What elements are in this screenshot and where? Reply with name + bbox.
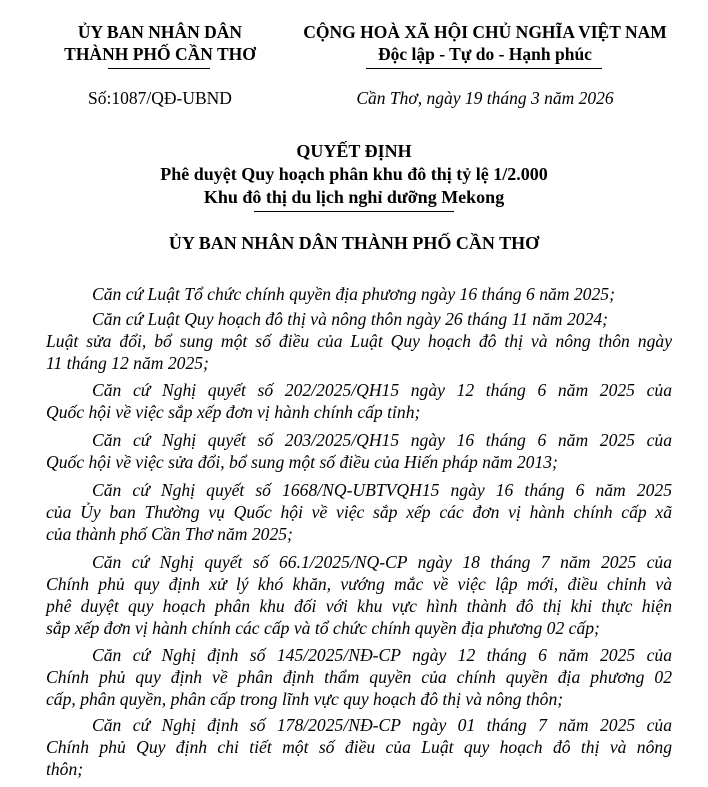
title-underline [254,211,454,212]
national-motto: Độc lập - Tự do - Hạnh phúc [378,44,592,64]
motto-underline [366,68,602,69]
document-number: Số:1087/QĐ-UBND [88,88,232,108]
paragraph-line: Căn cứ Nghị quyết số 66.1/2025/NQ-CP ngày 18 tháng 7 năm 2025 của [92,552,672,572]
paragraph-line: Chính phủ Quy định chi tiết một số điều của Luật quy hoạch đô thị và nông [46,737,672,757]
paragraph-line: Căn cứ Nghị quyết số 1668/NQ-UBTVQH15 ngày 16 tháng 6 năm 2025 [92,480,672,500]
paragraph [46,379,672,423]
paragraph-line: Quốc hội về việc sắp xếp đơn vị hành chính cấp tỉnh; [46,402,421,422]
paragraph-line: Căn cứ Nghị định số 145/2025/NĐ-CP ngày 12 tháng 6 năm 2025 của [92,645,672,665]
paragraph-line: của thành phố Cần Thơ năm 2025; [46,524,293,544]
subject-line-2: Khu đô thị du lịch nghỉ dưỡng Mekong [203,187,505,207]
paragraph [46,308,672,374]
agency-line-2: THÀNH PHỐ CẦN THƠ [64,44,256,64]
paragraph-line: Căn cứ Luật Tổ chức chính quyền địa phương ngày 16 tháng 6 năm 2025; [92,284,615,304]
paragraph [46,283,672,305]
paragraph-line: Căn cứ Nghị quyết số 203/2025/QH15 ngày 16 tháng 6 năm 2025 của [92,430,672,450]
paragraph-line: Chính phủ quy định về phân định thẩm quyền của chính quyền địa phương 02 [46,667,672,687]
paragraph-line: sắp xếp đơn vị hành chính các cấp và tổ chức chính quyền địa phương 02 cấp; [46,618,600,638]
agency-underline [108,68,210,69]
paragraph-line: Chính phủ quy định xử lý khó khăn, vướng mắc về việc lập mới, điều chỉnh và [46,574,672,594]
paragraph-line: Quốc hội về việc sửa đổi, bổ sung một số điều của Hiến pháp năm 2013; [46,452,558,472]
paragraph-line: của Ủy ban Thường vụ Quốc hội về việc sắp xếp các đơn vị hành chính cấp xã [46,502,672,522]
paragraph [46,714,672,780]
paragraph-line: Căn cứ Nghị quyết số 202/2025/QH15 ngày 12 tháng 6 năm 2025 của [92,380,672,400]
nation-title: CỘNG HOÀ XÃ HỘI CHỦ NGHĨA VIỆT NAM [303,22,667,42]
paragraph-line: Căn cứ Nghị định số 178/2025/NĐ-CP ngày 01 tháng 7 năm 2025 của [92,715,672,735]
paragraph [46,551,672,639]
paragraph [46,644,672,710]
paragraph [46,429,672,473]
paragraph-line: 11 tháng 12 năm 2025; [46,353,209,373]
agency-line-1: ỦY BAN NHÂN DÂN [77,22,243,42]
paragraph-line: thôn; [46,759,84,779]
paragraph [46,479,672,545]
document-type: QUYẾT ĐỊNH [296,141,412,161]
issuing-authority: ỦY BAN NHÂN DÂN THÀNH PHỐ CẦN THƠ [168,233,540,253]
paragraph-line: Luật sửa đổi, bổ sung một số điều của Luật Quy hoạch đô thị và nông thôn ngày [46,331,672,351]
subject-line-1: Phê duyệt Quy hoạch phân khu đô thị tỷ lệ 1/2.000 [160,164,548,184]
paragraph-line: phê duyệt quy hoạch phân khu đối với khu vực hình thành đô thị khi thực hiện [46,596,672,616]
paragraph-line: cấp, phân quyền, phân cấp trong lĩnh vực quy hoạch đô thị và nông thôn; [46,689,564,709]
paragraph-line: Căn cứ Luật Quy hoạch đô thị và nông thôn ngày 26 tháng 11 năm 2024; [92,309,609,329]
place-and-date: Cần Thơ, ngày 19 tháng 3 năm 2026 [356,88,614,108]
